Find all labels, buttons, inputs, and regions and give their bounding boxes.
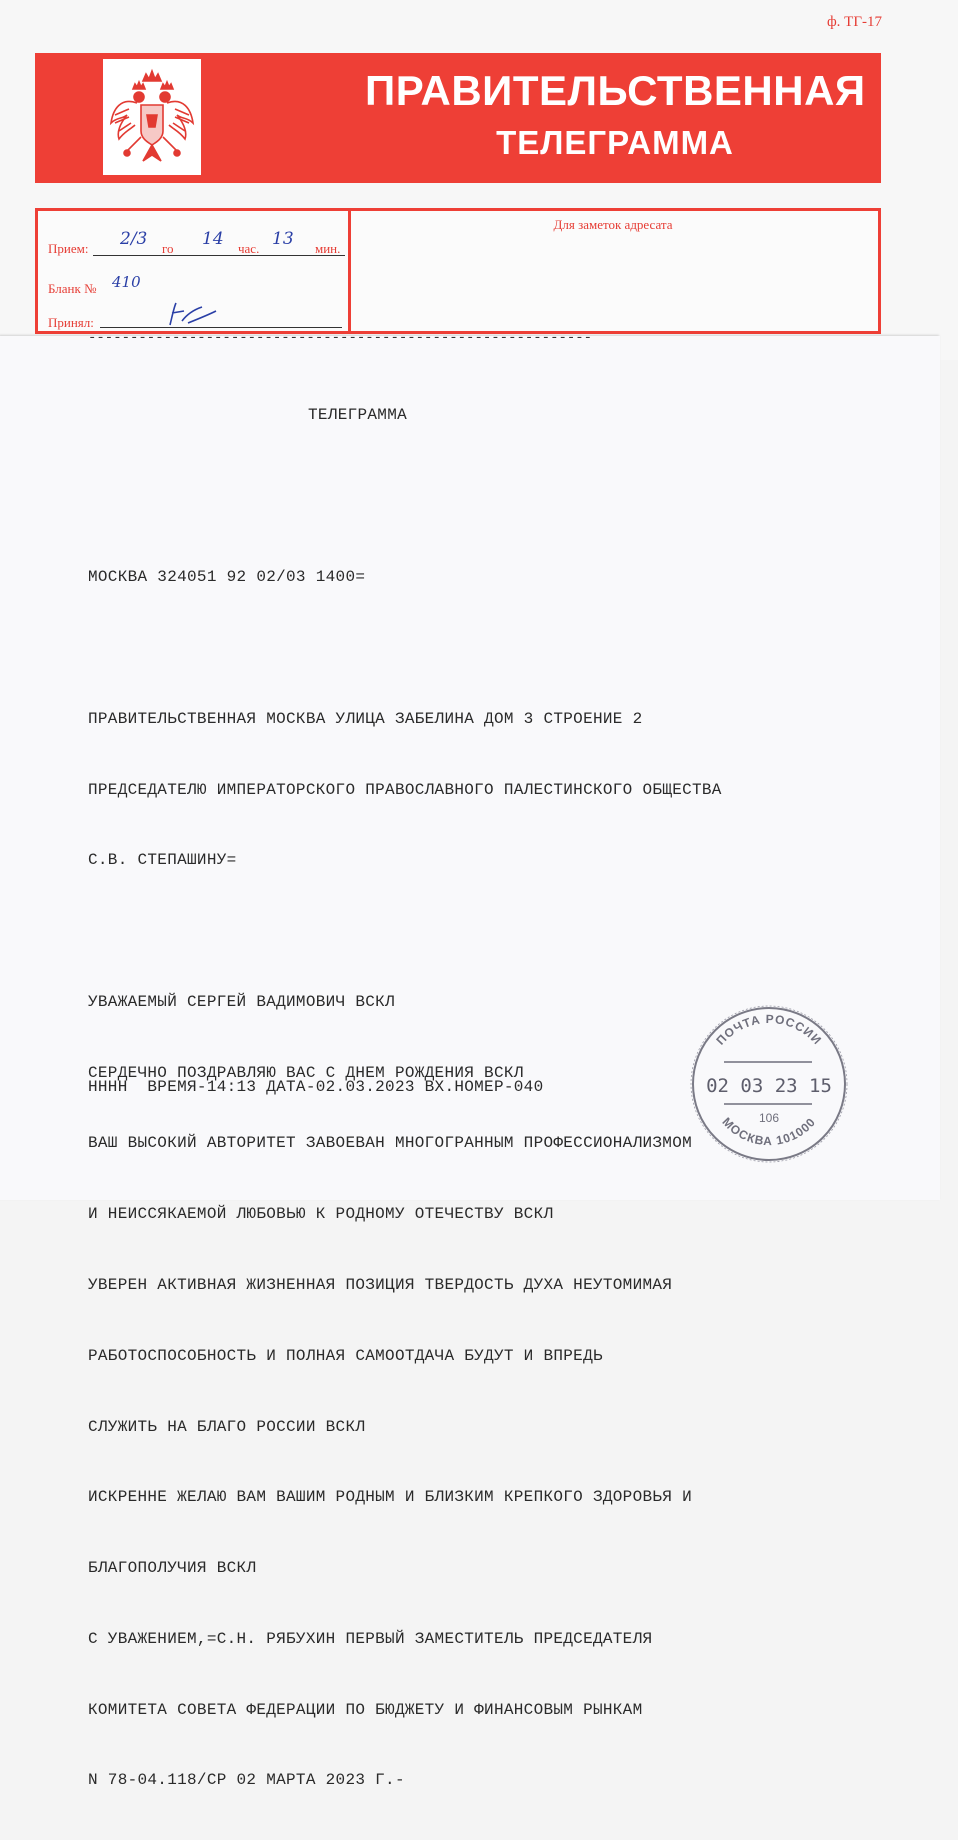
- stamp-bottom-text: МОСКВА 101000: [719, 1114, 819, 1149]
- stamp-date: 02 03 23 15: [706, 1075, 832, 1097]
- origin-line: МОСКВА 324051 92 02/03 1400=: [88, 568, 366, 587]
- message-line: КОМИТЕТА СОВЕТА ФЕДЕРАЦИИ ПО БЮДЖЕТУ И ФИНАНСОВЫМ РЫНКАМ: [88, 1700, 643, 1719]
- message-line: СЕРДЕЧНО ПОЗДРАВЛЯЮ ВАС С ДНЕМ РОЖДЕНИЯ ВСКЛ: [88, 1063, 524, 1082]
- hour-label: час.: [238, 241, 260, 256]
- telegram-form-sheet: [0, 0, 958, 360]
- spacer: [88, 920, 722, 944]
- stamp-number: 106: [758, 1111, 780, 1125]
- message-line: ИСКРЕННЕ ЖЕЛАЮ ВАМ ВАШИМ РОДНЫМ И БЛИЗКИМ КРЕПКОГО ЗДОРОВЬЯ И: [88, 1488, 692, 1507]
- telegram-tape: [0, 330, 940, 1790]
- message-line: ВАШ ВЫСОКИЙ АВТОРИТЕТ ЗАВОЕВАН МНОГОГРАННЫМ ПРОФЕССИОНАЛИЗМОМ: [88, 1134, 692, 1153]
- message-line: УВАЖАЕМЫЙ СЕРГЕЙ ВАДИМОВИЧ ВСКЛ: [88, 992, 395, 1011]
- address-line: ПРАВИТЕЛЬСТВЕННАЯ МОСКВА УЛИЦА ЗАБЕЛИНА ДОМ 3 СТРОЕНИЕ 2: [88, 709, 643, 728]
- stamp-top-text: ПОЧТА РОССИИ: [713, 1011, 825, 1048]
- hour-value: 14: [202, 229, 224, 249]
- perforation-line: ------------------------------------------------------------: [88, 330, 593, 346]
- priem-label: Прием:: [48, 241, 89, 256]
- form-code: ф. ТГ-17: [826, 14, 882, 30]
- priem-date-value: 2/3: [120, 229, 148, 249]
- message-line: С УВАЖЕНИЕМ,=С.Н. РЯБУХИН ПЕРВЫЙ ЗАМЕСТИТЕЛЬ ПРЕДСЕДАТЕЛЯ: [88, 1629, 653, 1648]
- emblem-icon: [103, 59, 201, 175]
- address-line: С.В. СТЕПАШИНУ=: [88, 851, 237, 870]
- telegram-footer: НННН ВРЕМЯ-14:13 ДАТА-02.03.2023 ВХ.НОМЕР-040: [88, 1078, 544, 1096]
- minute-label: мин.: [315, 241, 341, 256]
- banner-subtitle: ТЕЛЕГРАММА: [496, 124, 734, 161]
- header-banner: [35, 53, 881, 183]
- message-line: БЛАГОПОЛУЧИЯ ВСКЛ: [88, 1559, 257, 1578]
- signature-mark: [162, 299, 222, 329]
- banner-title: ПРАВИТЕЛЬСТВЕННАЯ: [365, 67, 866, 114]
- blank-label: Бланк №: [48, 281, 97, 296]
- postal-stamp: [684, 996, 854, 1166]
- prinyal-label: Принял:: [48, 315, 94, 330]
- blank-value: 410: [112, 273, 141, 291]
- telegram-body: [88, 519, 722, 1840]
- message-line: N 78-04.118/СР 02 МАРТА 2023 Г.-: [88, 1771, 405, 1790]
- spacer: [88, 637, 722, 661]
- message-line: УВЕРЕН АКТИВНАЯ ЖИЗНЕННАЯ ПОЗИЦИЯ ТВЕРДОСТЬ ДУХА НЕУТОМИМАЯ: [88, 1276, 673, 1294]
- receipt-box: [35, 208, 881, 334]
- notes-label: Для заметок адресата: [553, 217, 673, 232]
- minute-value: 13: [272, 229, 294, 249]
- telegram-heading: ТЕЛЕГРАММА: [308, 406, 408, 424]
- message-line: СЛУЖИТЬ НА БЛАГО РОССИИ ВСКЛ: [88, 1417, 366, 1436]
- go-label: го: [162, 241, 174, 256]
- svg-text:ПОЧТА РОССИИ: [713, 1012, 824, 1048]
- message-line: РАБОТОСПОСОБНОСТЬ И ПОЛНАЯ САМООТДАЧА БУДУТ И ВПРЕДЬ: [88, 1346, 603, 1365]
- address-line: ПРЕДСЕДАТЕЛЮ ИМПЕРАТОРСКОГО ПРАВОСЛАВНОГО ПАЛЕСТИНСКОГО ОБЩЕСТВА: [88, 780, 722, 799]
- message-line: И НЕИССЯКАЕМОЙ ЛЮБОВЬЮ К РОДНОМУ ОТЕЧЕСТВУ ВСКЛ: [88, 1205, 554, 1224]
- priem-underline: [93, 255, 345, 256]
